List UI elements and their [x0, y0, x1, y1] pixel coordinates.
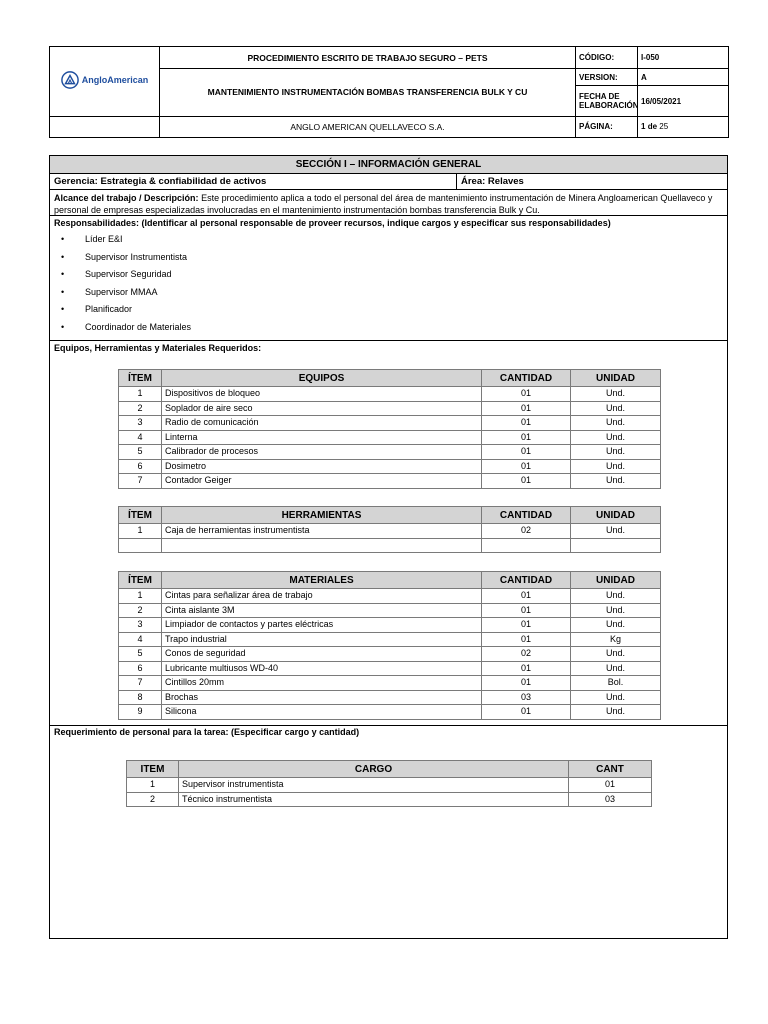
equipos-table: [118, 369, 661, 489]
col-header: EQUIPOS: [162, 370, 482, 387]
codigo-value: I-050: [638, 47, 729, 69]
table-row: 2 Cinta aislante 3M 01 Und.: [119, 603, 661, 618]
bullet-dot-icon: •: [61, 321, 65, 332]
logo-cell: [50, 47, 160, 117]
col-header: MATERIALES: [162, 572, 482, 589]
list-item: • Líder E&I: [50, 231, 727, 249]
alcance: [50, 190, 727, 216]
equipos-title: Equipos, Herramientas y Materiales Requeridos:: [54, 343, 262, 353]
document-subtitle: MANTENIMIENTO INSTRUMENTACIÓN BOMBAS TRANSFERENCIA BULK Y CU: [160, 69, 576, 117]
pagina-de: de: [647, 122, 658, 132]
col-header: CANT: [569, 761, 652, 778]
table-row: 1 Dispositivos de bloqueo 01 Und.: [119, 387, 661, 402]
version-value: A: [638, 69, 729, 86]
table-row: 6 Dosimetro 01 Und.: [119, 459, 661, 474]
table-row: [119, 538, 661, 553]
table-row: 6 Lubricante multiusos WD-40 01 Und.: [119, 661, 661, 676]
alcance-label: Alcance del trabajo / Descripción:: [54, 193, 199, 203]
requerimiento-title: Requerimiento de personal para la tarea: (Especificar cargo y cantidad): [50, 725, 727, 739]
pagina-value: [638, 116, 729, 137]
document-title: PROCEDIMIENTO ESCRITO DE TRABAJO SEGURO – PETS: [160, 47, 576, 69]
pagina-total: 25: [659, 122, 669, 132]
col-header: UNIDAD: [571, 572, 661, 589]
col-header: CANTIDAD: [482, 507, 571, 524]
bullet-dot-icon: •: [61, 269, 65, 279]
bullet-dot-icon: •: [61, 304, 65, 314]
company-name: ANGLO AMERICAN QUELLAVECO S.A.: [160, 116, 576, 137]
codigo-label: CÓDIGO:: [576, 47, 638, 69]
table-row: 7 Cintillos 20mm 01 Bol.: [119, 676, 661, 691]
list-item: • Coordinador de Materiales: [50, 319, 727, 337]
table-row: 3 Limpiador de contactos y partes eléctricas 01 Und.: [119, 618, 661, 633]
table-row: 4 Linterna 01 Und.: [119, 430, 661, 445]
col-header: ÍTEM: [119, 572, 162, 589]
table-row: 9 Silicona 01 Und.: [119, 705, 661, 720]
list-item: • Supervisor MMAA: [50, 284, 727, 302]
col-header: UNIDAD: [571, 370, 661, 387]
herramientas-table: [118, 506, 661, 553]
col-header: CANTIDAD: [482, 572, 571, 589]
table-row: 1 Cintas para señalizar área de trabajo 01 Und.: [119, 589, 661, 604]
table-row: 2 Técnico instrumentista 03: [127, 792, 652, 807]
list-item: • Planificador: [50, 301, 727, 319]
responsables-list: [50, 231, 727, 336]
version-label: VERSION:: [576, 69, 638, 86]
anglo-american-logo-icon: [61, 71, 79, 89]
responsabilidades: [50, 216, 727, 341]
responsabilidades-title: Responsabilidades: (Identificar al personal responsable de proveer recursos, indique cargos y especificar sus responsabilidades): [54, 218, 611, 228]
section-title: SECCIÓN I – INFORMACIÓN GENERAL: [50, 156, 727, 174]
table-row: 8 Brochas 03 Und.: [119, 690, 661, 705]
gerencia: Gerencia: Estrategia & confiabilidad de activos: [50, 174, 457, 189]
bullet-dot-icon: •: [61, 286, 65, 297]
table-row: 4 Trapo industrial 01 Kg: [119, 632, 661, 647]
col-header: HERRAMIENTAS: [162, 507, 482, 524]
pagina-label: PÁGINA:: [576, 116, 638, 137]
personal-table: [126, 760, 652, 807]
table-row: 2 Soplador de aire seco 01 Und.: [119, 401, 661, 416]
col-header: ÍTEM: [119, 370, 162, 387]
col-header: UNIDAD: [571, 507, 661, 524]
bullet-dot-icon: •: [61, 234, 65, 244]
logo-text: AngloAmerican: [81, 75, 149, 86]
materiales-table: [118, 571, 661, 720]
table-row: 7 Contador Geiger 01 Und.: [119, 474, 661, 489]
pagina-num: 1: [641, 122, 646, 132]
gerencia-area-row: [50, 174, 727, 190]
bullet-dot-icon: •: [61, 251, 65, 262]
col-header: ÍTEM: [119, 507, 162, 524]
col-header: CARGO: [179, 761, 569, 778]
list-item: • Supervisor Instrumentista: [50, 249, 727, 267]
document-header: [49, 46, 729, 138]
fecha-label: FECHA DE ELABORACIÓN: [576, 86, 638, 116]
table-row: 1 Supervisor instrumentista 01: [127, 778, 652, 793]
company-logo: [61, 71, 149, 89]
alcance-text: Este procedimiento aplica a todo el personal del área de mantenimiento instrumentación de Minera Angloamerican Quellaveco y personal de empresas especializadas involucradas en el mantenimiento instrumentación bombas transferencia Bulk y Cu.: [54, 193, 713, 215]
table-row: 5 Calibrador de procesos 01 Und.: [119, 445, 661, 460]
table-row: 5 Conos de seguridad 02 Und.: [119, 647, 661, 662]
table-row: 3 Radio de comunicación 01 Und.: [119, 416, 661, 431]
fecha-value: 16/05/2021: [638, 86, 729, 116]
list-item: • Supervisor Seguridad: [50, 266, 727, 284]
table-row: 1 Caja de herramientas instrumentista 02 Und.: [119, 524, 661, 539]
col-header: ITEM: [127, 761, 179, 778]
area: Área: Relaves: [461, 176, 524, 187]
col-header: CANTIDAD: [482, 370, 571, 387]
